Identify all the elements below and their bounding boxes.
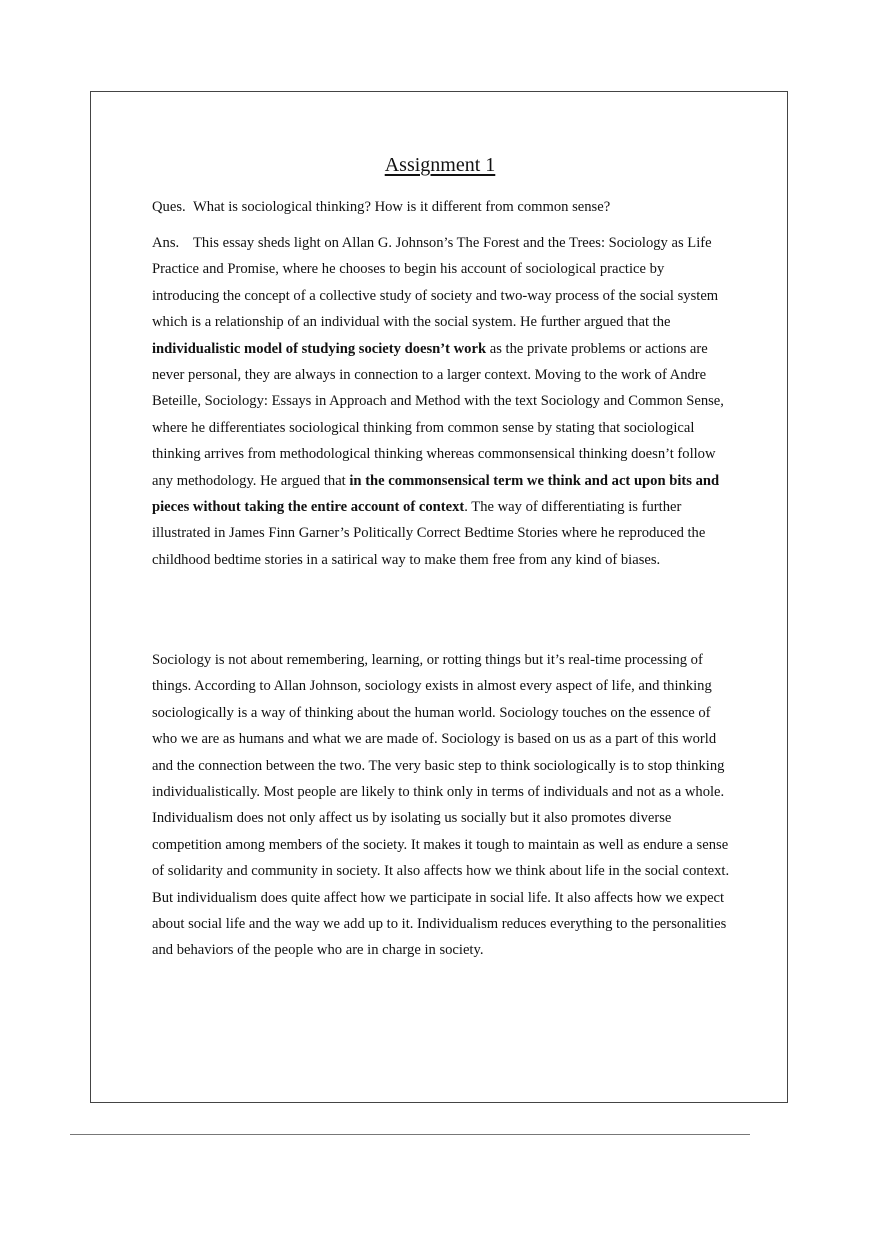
- answer-label: Ans.: [152, 235, 180, 251]
- answer-text-3: . The way of differentiating is further illustrated in James Finn Garner’s Politically Correct Bedtime Stories where he reproduced the childhood bedtime stories in a satirical way to make them free from any kind of biases.: [152, 499, 706, 568]
- footer-divider: [70, 1134, 750, 1135]
- question-label: Ques.: [152, 199, 186, 215]
- answer-paragraph: [152, 230, 732, 573]
- assignment-title: Assignment 1: [384, 154, 496, 176]
- question-paragraph: [152, 194, 732, 220]
- answer-bold-2: in the commonsensical term we think and act upon bits and pieces without taking the entire account of context: [152, 472, 720, 516]
- answer-text-2: as the private problems or actions are never personal, they are always in connection to a larger context. Moving to the work of Andre Beteille, Sociology: Essays in Approach and Method with the text Sociology and Common Sense, where he differentiates sociological thinking from common sense by stating that sociological thinking arrives from methodological thinking whereas commonsensical thinking doesn’t follow any methodology. He argued that: [152, 340, 724, 489]
- second-paragraph-block: [152, 647, 732, 964]
- answer-text-1: This essay sheds light on Allan G. Johnson’s The Forest and the Trees: Sociology as Life Practice and Promise, where he chooses to begin his account of sociological practice by introducing the concept of a collective study of society and two-way process of the social system which is a relationship of an individual with the social system. He further argued that the: [152, 235, 719, 331]
- question-block: [152, 194, 732, 220]
- answer-block: [152, 230, 732, 573]
- question-text: What is sociological thinking? How is it different from common sense?: [193, 199, 611, 215]
- answer-bold-1: individualistic model of studying society doesn’t work: [152, 340, 487, 357]
- second-paragraph: Sociology is not about remembering, learning, or rotting things but it’s real-time processing of things. According to Allan Johnson, sociology exists in almost every aspect of life, and thinking sociologically is a way of thinking about the human world. Sociology touches on the essence of who we are as humans and what we are made of. Sociology is based on us as a part of this world and the connection between the two. The very basic step to think sociologically is to stop thinking individualistically. Most people are likely to think only in terms of individuals and not as a whole. Individualism does not only affect us by isolating us socially but it also promotes diverse competition among members of the society. It makes it tough to maintain as well as endure a sense of solidarity and community in society. It also affects how we think about life in the social context. But individualism does quite affect how we participate in social life. It also affects how we expect about social life and the way we add up to it. Individualism reduces everything to the personalities and behaviors of the people who are in charge in society.: [152, 652, 730, 959]
